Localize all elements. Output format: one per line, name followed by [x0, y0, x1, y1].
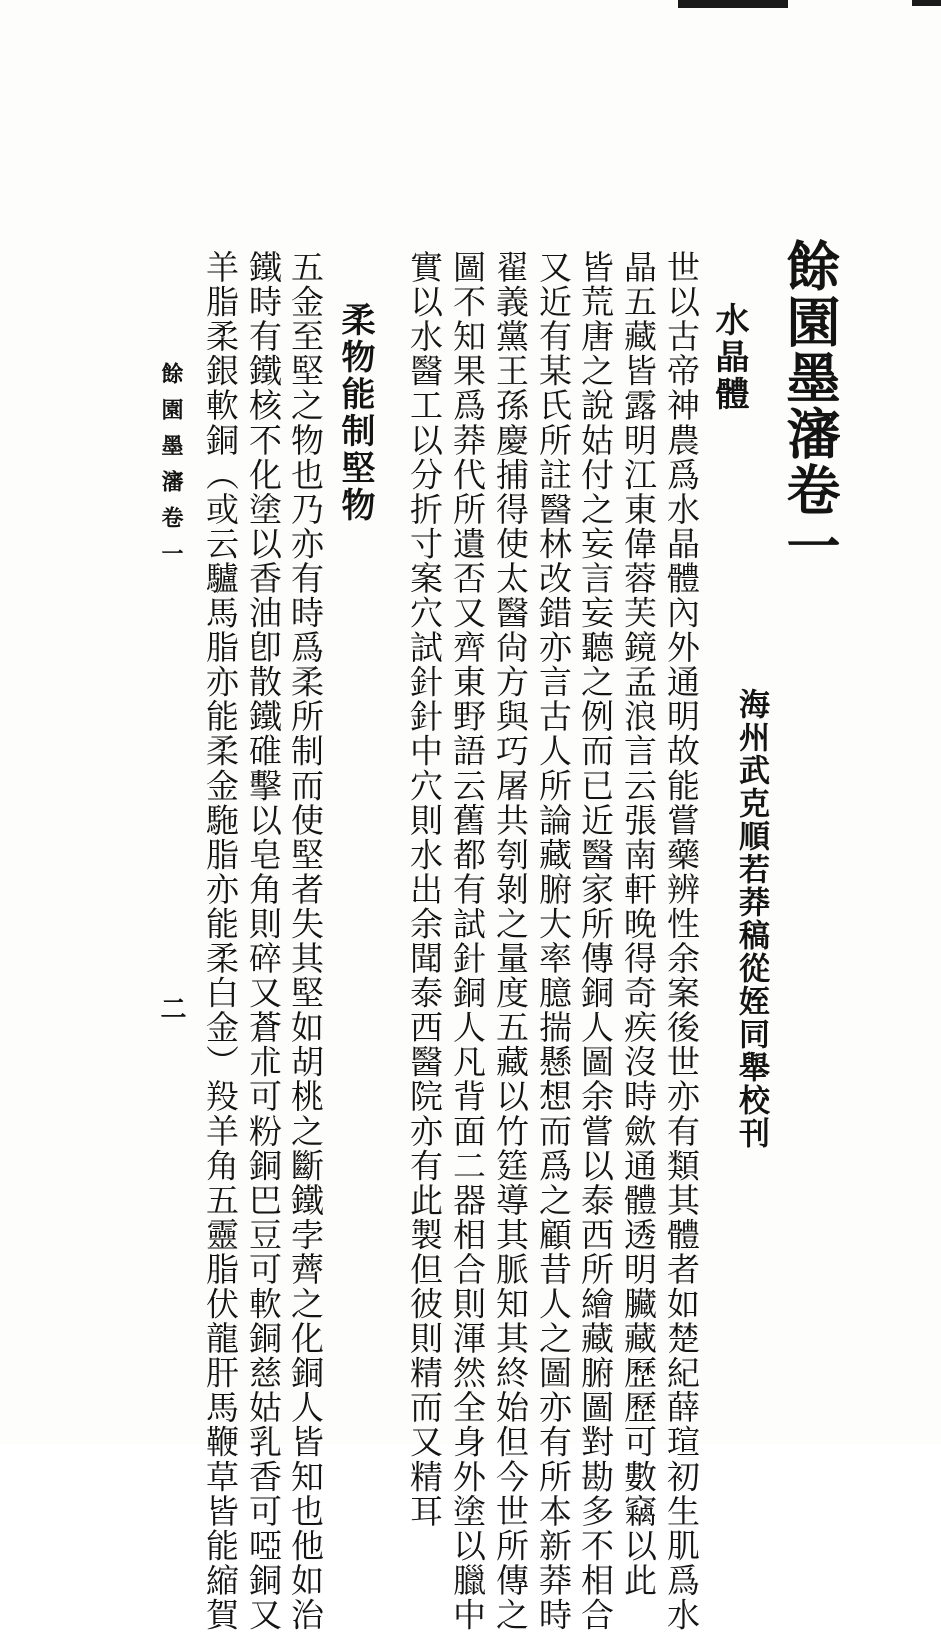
text-column: 五金至堅之物也乃亦有時爲柔所制而使堅者失其堅如胡桃之斷鐵孛薺之化銅人皆知也他如治	[286, 250, 325, 1632]
text-column: 世以古帝神農爲水晶體內外通明故能嘗藥辨性余案後世亦有類其體者如楚紀薛瑄初生肌爲水	[662, 250, 701, 1632]
text-column: 圖不知果爲莽代所遺否又齊東野語云舊都有試針銅人凡背面二器相合則渾然全身外塗以臘中	[448, 250, 487, 1632]
section-heading-crystal-body: 水晶體	[709, 302, 749, 413]
text-column: 皆荒唐之說姑付之妄言妄聽之例而已近醫家所傳銅人圖余嘗以泰西所繪藏腑圖對勘多不相合	[576, 250, 615, 1632]
section-heading-soft-controls-hard: 柔物能制堅物	[335, 302, 375, 524]
running-title: 餘園墨瀋卷一	[158, 362, 184, 578]
text-column: 又近有某氏所註醫林改錯亦言古人所論藏腑大率臆揣懸想而爲之顧昔人之圖亦有所本新莽時	[534, 250, 573, 1632]
scan-edge-mark	[678, 0, 788, 8]
text-column: 實以水醫工以分折寸案穴試針針中穴則水出余聞泰西醫院亦有此製但彼則精而又精耳	[405, 250, 444, 1529]
text-column: 羊脂柔銀軟銅（或云驢馬脂亦能柔金駞脂亦能柔白金）羖羊角五靈脂伏龍肝馬鞭草皆能縮賀	[201, 250, 240, 1632]
text-column: 翟義黨王孫慶捕得使太醫尙方與巧屠共刳剝之量度五藏以竹筳導其脈知其終始但今世所傳之	[491, 250, 530, 1632]
page-number: 二	[156, 995, 186, 1021]
page-title: 餘園墨瀋卷一	[778, 238, 842, 574]
text-column: 晶五藏皆露明江東偉蓉芙鏡孟浪言云張南軒晚得奇疾沒時歛通體透明臟藏歷歷可數竊以此	[619, 250, 658, 1598]
text-column: 鐵時有鐵核不化塗以香油卽散鐵碓擊以皂角則碎又蒼朮可粉銅巴豆可軟銅慈姑乳香可啞銅又	[244, 250, 283, 1632]
scan-edge-mark	[912, 0, 941, 6]
editor-credit: 海州武克順若莽稿從姪同舉校刊	[733, 688, 769, 1150]
